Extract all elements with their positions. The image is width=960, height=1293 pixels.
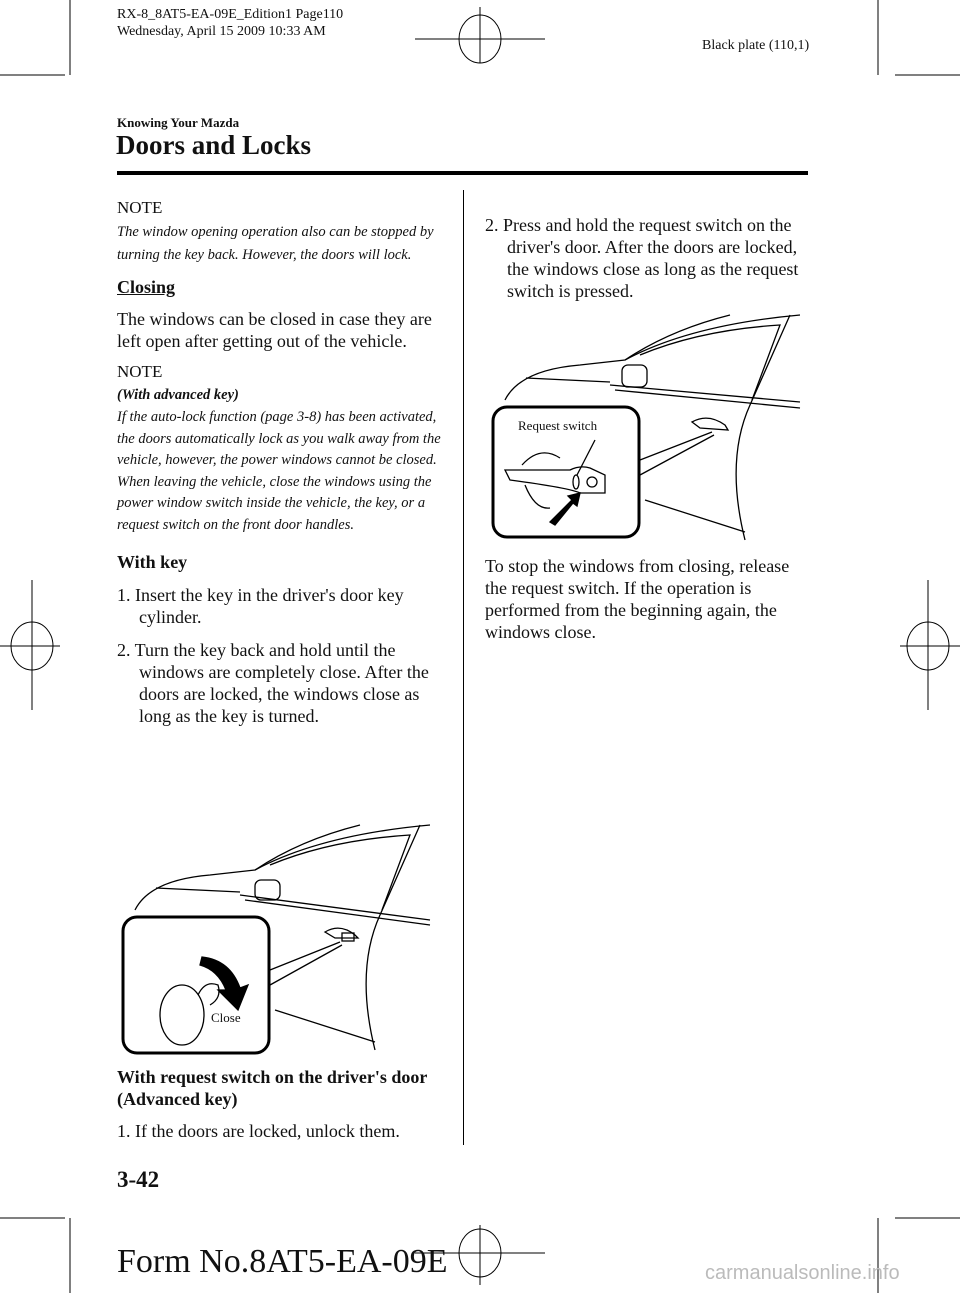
request-section [117, 1066, 447, 1142]
form-number: Form No.8AT5-EA-09E [117, 1243, 448, 1280]
closing-heading: Closing [117, 277, 176, 297]
with-key-heading: With key [117, 551, 188, 572]
page-title: Doors and Locks [116, 130, 312, 160]
note-text: The window opening operation also can be stopped by turning the key back. However, the doors will lock. [117, 224, 434, 263]
note-subheading: (With advanced key) [117, 387, 239, 403]
note-heading: NOTE [117, 362, 163, 381]
stop-text: To stop the windows from closing, release the request switch. If the operation is performed from the beginning again, the windows close. [485, 556, 790, 642]
print-date: Wednesday, April 15 2009 10:33 AM [117, 24, 326, 39]
title-rule [117, 171, 808, 175]
closing-text: The windows can be closed in case they are left open after getting out of the vehicle. [117, 309, 432, 351]
request-step-2: 2. Press and hold the request switch on the driver's door. After the doors are locked, the windows close as long as the request switch is pressed. [485, 215, 799, 301]
key-close-illustration [110, 820, 440, 1060]
step-2: 2. Turn the key back and hold until the windows are completely close. After the doors are locked, the windows close as long as the key is turned. [117, 639, 429, 726]
plate-label: Black plate (110,1) [702, 38, 810, 53]
figure-label-close: Close [211, 1010, 241, 1025]
figure-label-request-switch: Request switch [518, 418, 598, 433]
file-info [117, 6, 343, 40]
page-number: 3-42 [117, 1167, 160, 1192]
step-1: 1. Insert the key in the driver's door key cylinder. [117, 584, 404, 627]
note-text: If the auto-lock function (page 3-8) has been activated, the doors automatically lock as you walk away from the vehicle, however, the power windows cannot be closed. When leaving the vehicle, close the windows using the power window switch inside the vehicle, the key, or a request switch on the front door handles. [117, 409, 441, 533]
section-label: Knowing Your Mazda [117, 115, 240, 130]
note-heading: NOTE [117, 198, 163, 217]
request-step-1: 1. If the doors are locked, unlock them. [117, 1121, 400, 1141]
file-name: RX-8_8AT5-EA-09E_Edition1 Page110 [117, 7, 344, 22]
request-heading: With request switch on the driver's door (Advanced key) [117, 1067, 428, 1109]
right-column [485, 214, 815, 302]
left-column [117, 198, 447, 727]
column-divider [463, 190, 464, 1145]
watermark: carmanualsonline.info [705, 1262, 900, 1284]
